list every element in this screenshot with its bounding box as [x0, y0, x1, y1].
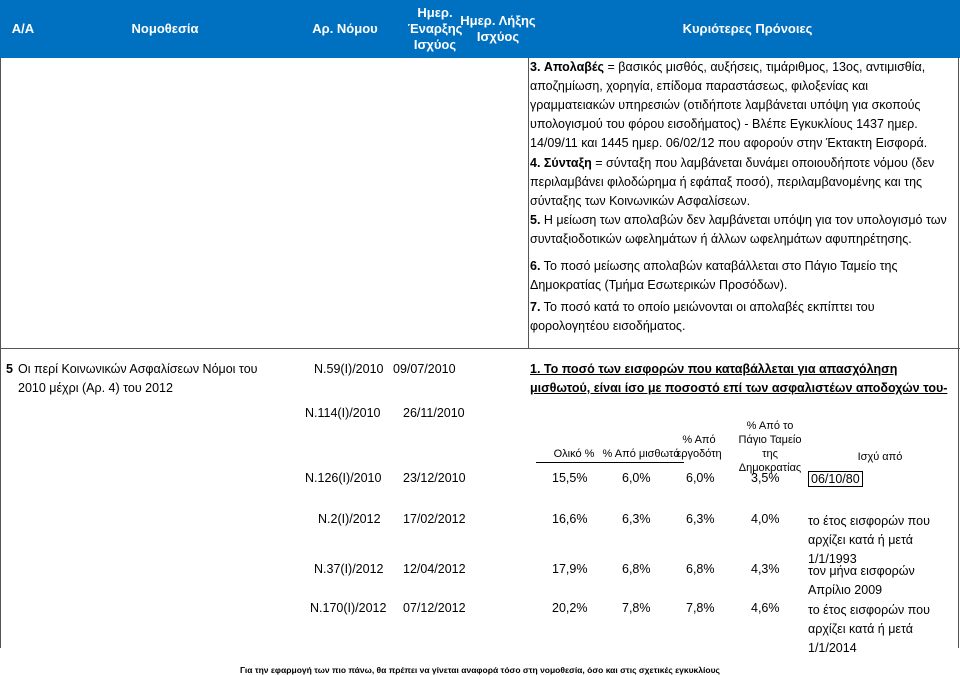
rate-employer: 6,3%	[686, 512, 715, 526]
provision-3-num: 3.	[530, 60, 541, 74]
rates-header-employee: % Από μισθωτό	[602, 448, 680, 460]
provision-5-num: 5.	[530, 213, 541, 227]
law-date: 23/12/2010	[403, 471, 466, 485]
provision-3	[530, 58, 950, 153]
provision-3-text: = βασικός μισθός, αυξήσεις, τιμάριθμος, 13ος, αντιμισθία, αποζημίωση, χορηγία, επίδομα παραστάσεως, φιλοξενίας και γραμματειακών υπηρεσιών (οτιδήποτε λαμβάνεται υπόψη για σκοπούς υπολογισμού του φόρου εισοδήματος) - Βλέπε Εγκυκλίους 1437 ημερ. 14/09/11 και 1445 ημερ. 06/02/12 που αφορούν στην Έκτακτη Εισφορά.	[530, 60, 928, 150]
header-start-date: Ημερ. Έναρξης Ισχύος	[407, 5, 463, 52]
rate-employee: 6,8%	[622, 562, 651, 576]
rate-fund: 4,3%	[751, 562, 780, 576]
header-underline	[536, 462, 596, 463]
header-provisions: Κυριότερες Πρόνοιες	[682, 21, 813, 36]
rate-from: 06/10/80	[808, 471, 863, 487]
grid-line	[0, 58, 1, 648]
rates-header-employer: % Από εργοδότη	[676, 434, 722, 460]
provision-3-term: Απολαβές	[543, 60, 605, 74]
provision-6-text: Το ποσό μείωσης απολαβών καταβάλλεται στο Πάγιο Ταμείο της Δημοκρατίας (Τμήμα Εσωτερικών Προσόδων).	[530, 259, 898, 292]
header-legislation: Νομοθεσία	[131, 21, 199, 36]
law-no: Ν.2(Ι)/2012	[318, 512, 381, 526]
provision-6-num: 6.	[530, 259, 541, 273]
provision-4-text: = σύνταξη που λαμβάνεται δυνάμει οποιουδήποτε νόμου (δεν περιλαμβάνει φιλοδώρημα ή εφάπαξ ποσό), περιλαμβανομένης και της σύνταξης των Κοινωνικών Ασφαλίσεων.	[530, 156, 935, 208]
rate-total: 16,6%	[552, 512, 588, 526]
rate-fund: 3,5%	[751, 471, 780, 485]
rates-header-from: Ισχύ από	[857, 451, 903, 463]
provision-5	[530, 211, 950, 249]
provision-6	[530, 257, 950, 295]
law-no: Ν.37(Ι)/2012	[314, 562, 384, 576]
law-no: Ν.126(Ι)/2010	[305, 471, 382, 485]
provision-4	[530, 154, 950, 211]
rate-employee: 6,3%	[622, 512, 651, 526]
law-date: 09/07/2010	[393, 362, 456, 376]
provision-4-term: Σύνταξη	[543, 156, 592, 170]
provision-4-num: 4.	[530, 156, 541, 170]
row-5-legislation: Οι περί Κοινωνικών Ασφαλίσεων Νόμοι του 2010 μέχρι (Αρ. 4) του 2012	[18, 362, 258, 395]
law-date: 26/11/2010	[403, 406, 465, 420]
rate-from: το έτος εισφορών που αρχίζει κατά ή μετά 1/1/1993	[808, 514, 930, 566]
law-no: Ν.170(Ι)/2012	[310, 601, 387, 615]
law-no: Ν.59(Ι)/2010	[314, 362, 384, 376]
rate-fund: 4,6%	[751, 601, 780, 615]
rate-total: 20,2%	[552, 601, 588, 615]
row-5-point-1: 1. Το ποσό των εισφορών που καταβάλλεται για απασχόληση μισθωτού, είναι ίσο με ποσοστό επί των ασφαλιστέων αποδοχών του-	[530, 362, 948, 395]
header-end-date: Ημερ. Λήξης Ισχύος	[460, 13, 536, 44]
law-date: 12/04/2012	[403, 562, 466, 576]
footer-note: Για την εφαρμογή των πιο πάνω, θα πρέπει να γίνεται αναφορά τόσο στη νομοθεσία, όσο και στις σχετικές εγκυκλίους	[240, 665, 720, 675]
row-divider	[0, 348, 960, 349]
rate-total: 17,9%	[552, 562, 588, 576]
law-date: 07/12/2012	[403, 601, 466, 615]
rate-total: 15,5%	[552, 471, 588, 485]
rate-employee: 7,8%	[622, 601, 651, 615]
rates-header-fund: % Από το Πάγιο Ταμείο της Δημοκρατίας	[738, 420, 802, 474]
rate-employer: 7,8%	[686, 601, 715, 615]
rate-from: τον μήνα εισφορών Απρίλιο 2009	[808, 564, 915, 597]
provision-7-text: Το ποσό κατά το οποίο μειώνονται οι απολαβές εκπίπτει του φορολογητέου εισοδήματος.	[530, 300, 875, 333]
provision-7-num: 7.	[530, 300, 541, 314]
provision-5-text: Η μείωση των απολαβών δεν λαμβάνεται υπόψη για τον υπολογισμό των συνταξιοδοτικών ωφελημάτων ή άλλων ωφελημάτων αφυπηρέτησης.	[530, 213, 947, 246]
header-underline	[596, 462, 684, 463]
row-5-aa: 5	[6, 362, 13, 376]
rate-employer: 6,8%	[686, 562, 715, 576]
grid-line	[958, 58, 959, 648]
header-aa: Α/Α	[11, 21, 35, 36]
provision-7	[530, 298, 950, 336]
table-header	[0, 0, 960, 58]
rate-fund: 4,0%	[751, 512, 780, 526]
law-no: Ν.114(Ι)/2010	[305, 406, 381, 420]
law-date: 17/02/2012	[403, 512, 466, 526]
header-law-no: Αρ. Νόμου	[312, 21, 378, 36]
grid-line	[528, 58, 529, 348]
rate-employee: 6,0%	[622, 471, 651, 485]
rate-employer: 6,0%	[686, 471, 715, 485]
rate-from: το έτος εισφορών που αρχίζει κατά ή μετά 1/1/2014	[808, 603, 930, 655]
rates-header-total: Ολικό %	[553, 448, 595, 460]
